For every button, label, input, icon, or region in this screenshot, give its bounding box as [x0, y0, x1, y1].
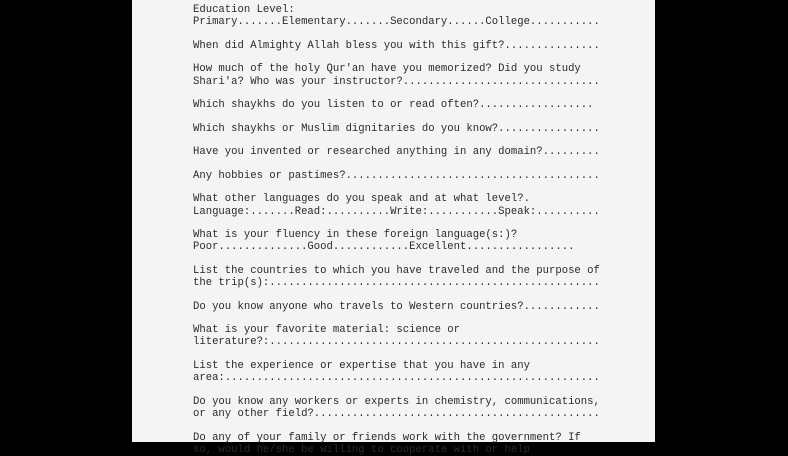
line-gap	[193, 254, 653, 265]
form-line: Do any of your family or friends work with the government? If	[193, 431, 581, 444]
form-line: Have you invented or researched anything in any domain?.........	[193, 146, 600, 159]
form-line: Primary.......Elementary.......Secondary......College...........	[193, 16, 600, 29]
line-gap	[193, 88, 653, 99]
form-line: Language:.......Read:..........Write:...........Speak:..........	[193, 205, 600, 218]
form-line: Shari'a? Who was your instructor?...............................	[193, 75, 600, 88]
line-gap	[193, 349, 653, 360]
form-line: so, would he/she be willing to cooperate with or help	[193, 443, 530, 456]
form-line: area:...........................................................	[193, 372, 600, 385]
line-gap	[193, 313, 653, 324]
form-line: What is your favorite material: science or	[193, 324, 461, 337]
line-gap	[193, 218, 653, 229]
form-line: What is your fluency in these foreign language(s:)?	[193, 229, 518, 242]
line-gap	[193, 158, 653, 169]
line-gap	[193, 289, 653, 300]
document-page	[132, 0, 655, 456]
line-gap	[193, 420, 653, 431]
questionnaire-text	[193, 4, 653, 456]
form-line: Do you know anyone who travels to Western countries?............	[193, 300, 600, 313]
form-line: Which shaykhs or Muslim dignitaries do you know?................	[193, 122, 600, 135]
line-gap	[193, 135, 653, 146]
form-line: List the countries to which you have traveled and the purpose of	[193, 264, 600, 277]
form-line: literature?:....................................................	[193, 336, 600, 349]
line-gap	[193, 52, 653, 63]
form-line: When did Almighty Allah bless you with this gift?...............	[193, 39, 600, 52]
line-gap	[193, 182, 653, 193]
line-gap	[193, 111, 653, 122]
form-line: How much of the holy Qur'an have you memorized? Did you study	[193, 63, 581, 76]
line-gap	[193, 28, 653, 39]
form-line: or any other field?.............................................	[193, 408, 600, 421]
form-line: What other languages do you speak and at what level?.	[193, 193, 530, 206]
form-line: Which shaykhs do you listen to or read often?..................	[193, 99, 594, 112]
form-line: Do you know any workers or experts in chemistry, communications,	[193, 395, 600, 408]
form-line: Any hobbies or pastimes?........................................	[193, 169, 600, 182]
form-line: Poor..............Good............Excellent.................	[193, 241, 575, 254]
form-line: Education Level:	[193, 4, 295, 16]
form-line: List the experience or expertise that you have in any	[193, 360, 530, 373]
form-line: the trip(s):....................................................	[193, 277, 600, 290]
line-gap	[193, 384, 653, 395]
